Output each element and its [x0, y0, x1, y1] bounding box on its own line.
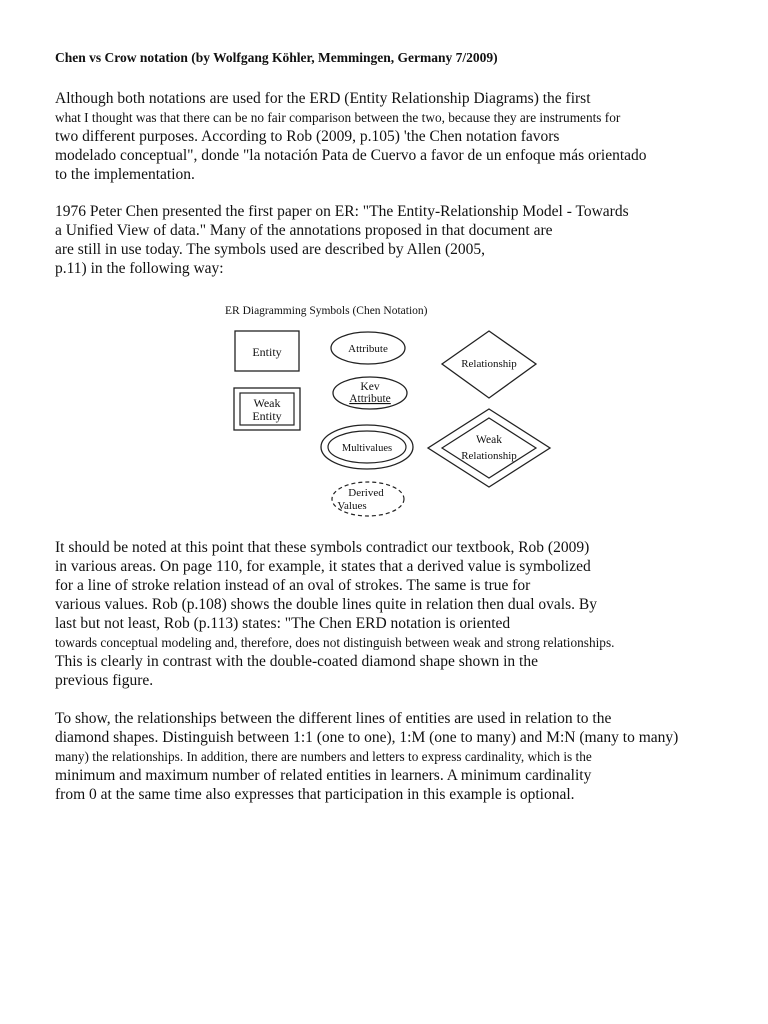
- text-line: diamond shapes. Distinguish between 1:1 (one to one), 1:M (one to many) and M:N (many to many): [55, 729, 679, 746]
- text-line: It should be noted at this point that these symbols contradict our textbook, Rob (2009): [55, 539, 590, 556]
- text-line: a Unified View of data." Many of the annotations proposed in that document are: [55, 222, 553, 239]
- paragraph-contradictions: [55, 538, 614, 690]
- paragraph-cardinality: [55, 709, 678, 804]
- key-attribute-label-line2: Attribute: [349, 393, 391, 405]
- weak-relationship-outer-symbol: [428, 409, 550, 487]
- weak-entity-label-line1: Weak: [253, 396, 281, 410]
- weak-relationship-inner-symbol: [442, 418, 536, 478]
- text-line: 1976 Peter Chen presented the first paper on ER: "The Entity-Relationship Model - Towards: [55, 203, 629, 220]
- paragraph-intro: [55, 89, 647, 184]
- text-line: minimum and maximum number of related entities in learners. A minimum cardinality: [55, 767, 592, 784]
- entity-label: Entity: [252, 345, 282, 359]
- text-line: p.11) in the following way:: [55, 260, 224, 277]
- text-line: two different purposes. According to Rob (2009, p.105) 'the Chen notation favors: [55, 128, 560, 145]
- text-line: To show, the relationships between the different lines of entities are used in relation to the: [55, 710, 612, 727]
- text-line: to the implementation.: [55, 166, 195, 183]
- paragraph-history: [55, 202, 629, 278]
- relationship-label: Relationship: [461, 358, 517, 370]
- text-line: various values. Rob (p.108) shows the double lines quite in relation then dual ovals. By: [55, 596, 597, 613]
- text-line: previous figure.: [55, 672, 154, 689]
- text-line: last but not least, Rob (p.113) states: "The Chen ERD notation is oriented: [55, 615, 511, 632]
- text-line: Although both notations are used for the ERD (Entity Relationship Diagrams) the first: [55, 90, 591, 107]
- multivalued-label: Multivalues: [341, 443, 393, 454]
- text-line: towards conceptual modeling and, therefore, does not distinguish between weak and strong relationships.: [55, 635, 615, 650]
- key-attribute-label-line1: Kev: [360, 381, 380, 393]
- text-line: from 0 at the same time also expresses that participation in this example is optional.: [55, 786, 575, 803]
- text-line: for a line of stroke relation instead of an oval of strokes. The same is true for: [55, 577, 531, 594]
- weak-entity-label-line2: Entity: [252, 409, 282, 423]
- text-line: many) the relationships. In addition, there are numbers and letters to express cardinality, which is the: [55, 749, 592, 764]
- attribute-label: Attribute: [348, 343, 388, 355]
- diagram-title: ER Diagramming Symbols (Chen Notation): [225, 305, 428, 317]
- text-line: modelado conceptual", donde "la notación Pata de Cuervo a favor de un enfoque más orientado: [55, 147, 647, 164]
- document-title: Chen vs Crow notation (by Wolfgang Köhler, Memmingen, Germany 7/2009): [55, 50, 498, 65]
- text-line: This is clearly in contrast with the double-coated diamond shape shown in the: [55, 653, 538, 670]
- derived-label-line2: Values: [337, 500, 367, 512]
- text-line: what I thought was that there can be no fair comparison between the two, because they are instruments for: [55, 110, 621, 125]
- derived-label-line1: Derived: [348, 487, 384, 499]
- chen-notation-diagram: [215, 298, 555, 520]
- weak-relationship-label-line2: Relationship: [461, 450, 517, 462]
- weak-relationship-label-line1: Weak: [476, 434, 502, 446]
- text-line: in various areas. On page 110, for example, it states that a derived value is symbolized: [55, 558, 591, 575]
- text-line: are still in use today. The symbols used are described by Allen (2005,: [55, 241, 486, 258]
